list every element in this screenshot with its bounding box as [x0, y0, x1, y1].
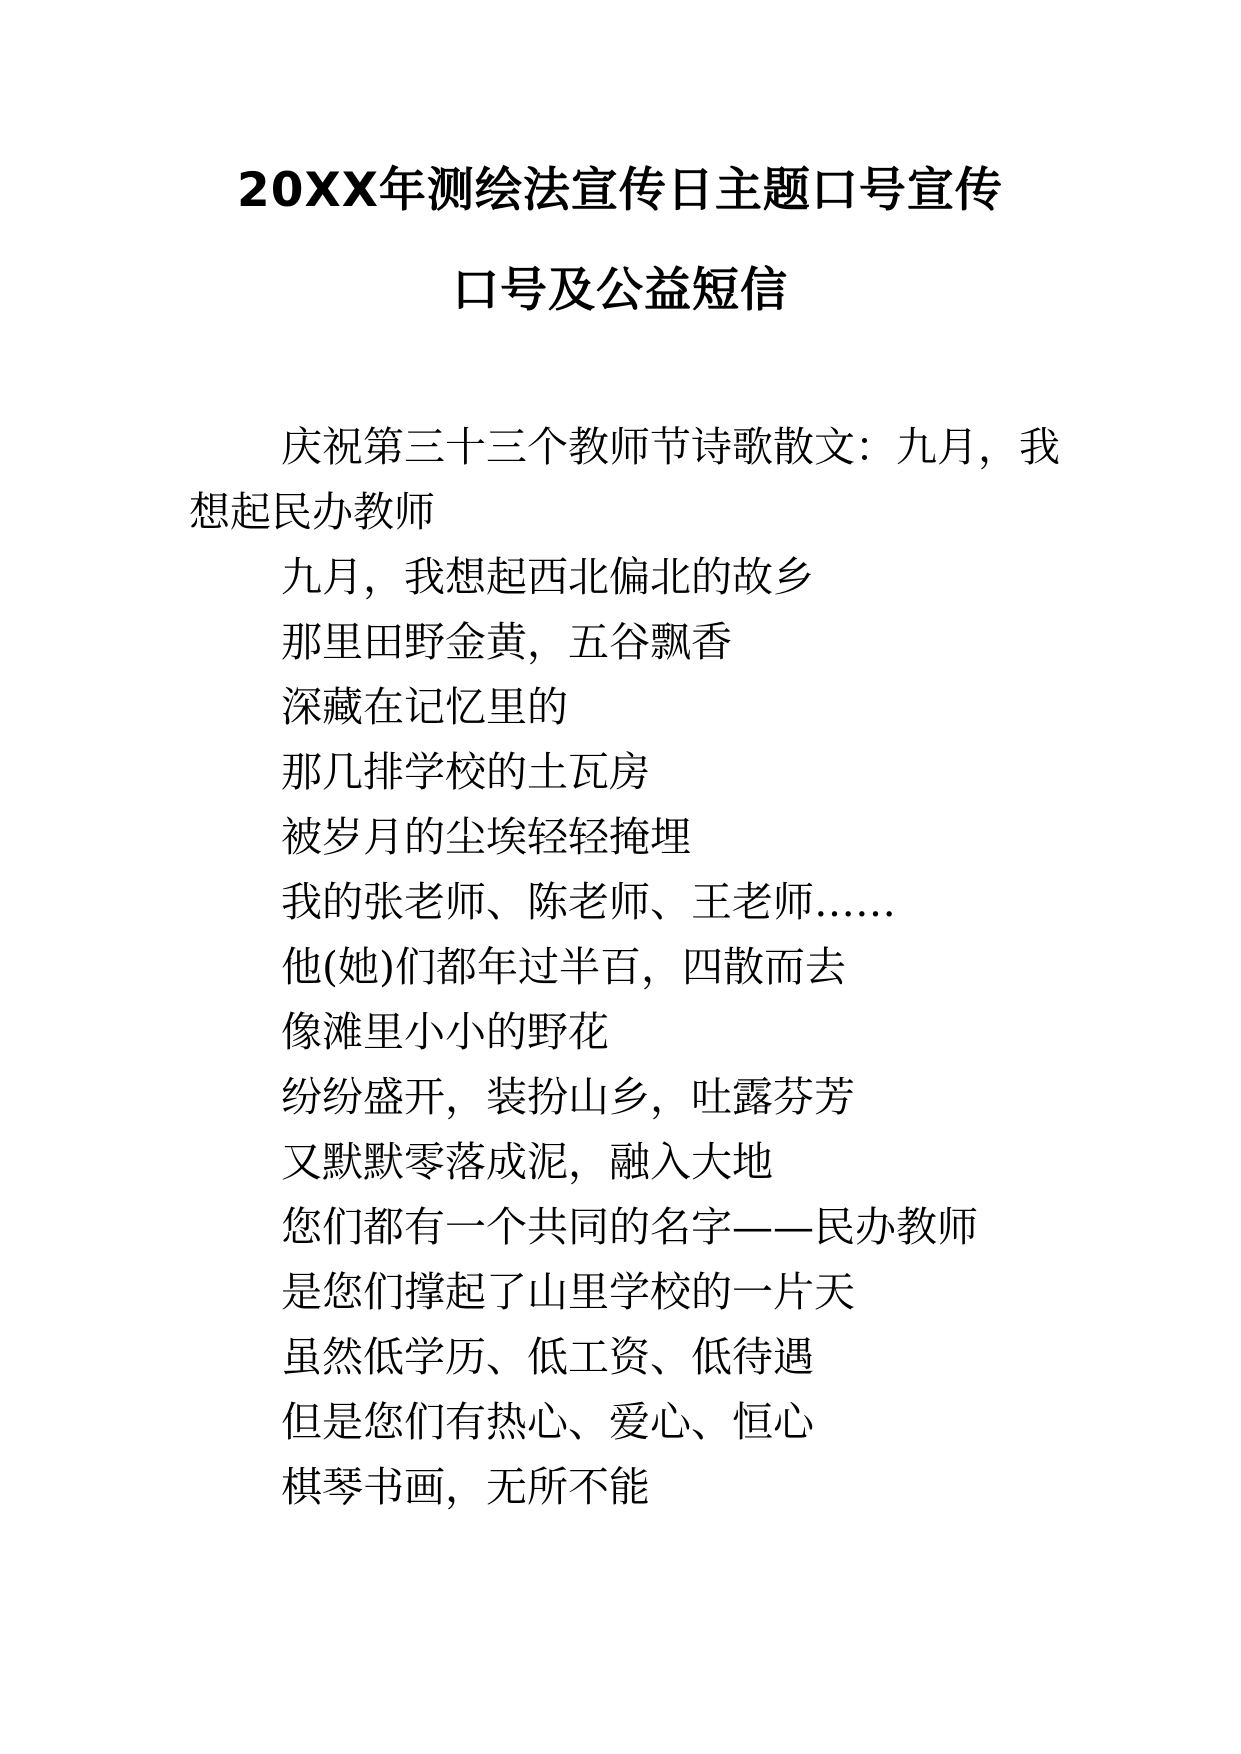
- paragraph: 那几排学校的土瓦房: [281, 748, 650, 796]
- paragraph: 但是您们有热心、爱心、恒心: [281, 1398, 814, 1446]
- title-line-2: 口号及公益短信: [452, 263, 788, 318]
- paragraph: 庆祝第三十三个教师节诗歌散文：九月，我想起民办教师: [189, 423, 1060, 536]
- paragraph: 虽然低学历、低工资、低待遇: [281, 1333, 814, 1381]
- paragraph: 九月，我想起西北偏北的故乡: [281, 553, 814, 601]
- paragraph: 我的张老师、陈老师、王老师……: [281, 878, 896, 926]
- paragraph: 他(她)们都年过半百，四散而去: [281, 943, 846, 991]
- document-title: [150, 165, 1090, 317]
- document-body: [189, 415, 1069, 1520]
- title-line-1: 20XX年测绘法宣传日主题口号宣传: [237, 163, 1003, 218]
- paragraph: 像滩里小小的野花: [281, 1008, 609, 1056]
- paragraph: 又默默零落成泥，融入大地: [281, 1138, 773, 1186]
- paragraph: 棋琴书画，无所不能: [281, 1463, 650, 1511]
- paragraph: 被岁月的尘埃轻轻掩埋: [281, 813, 691, 861]
- paragraph: 是您们撑起了山里学校的一片天: [281, 1268, 855, 1316]
- paragraph: 深藏在记忆里的: [281, 683, 568, 731]
- paragraph: 纷纷盛开，装扮山乡，吐露芬芳: [281, 1073, 855, 1121]
- paragraph: 那里田野金黄，五谷飘香: [281, 618, 732, 666]
- paragraph: 您们都有一个共同的名字——民办教师: [281, 1203, 978, 1251]
